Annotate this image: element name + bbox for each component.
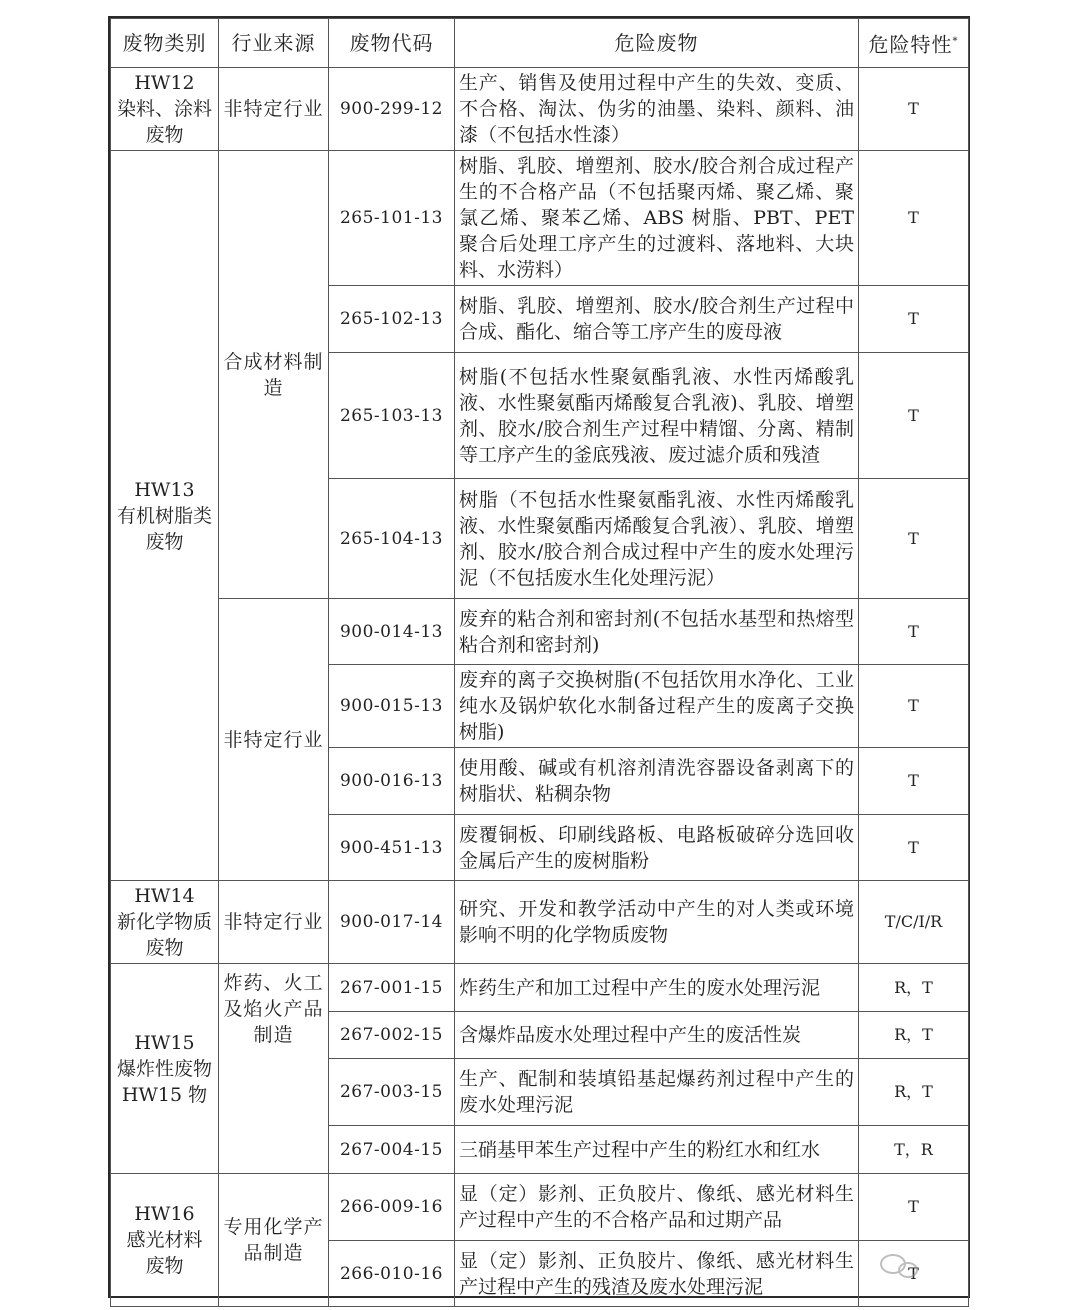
table-row xyxy=(111,68,969,151)
waste-code: 266-009-16 xyxy=(329,1174,455,1241)
category-name-line2: 废物 xyxy=(145,124,184,146)
wechat-watermark xyxy=(880,1244,960,1284)
category-cell-hw16 xyxy=(111,1174,219,1307)
header-code: 废物代码 xyxy=(329,19,455,68)
waste-code: 900-451-13 xyxy=(329,815,455,881)
waste-code: 900-299-12 xyxy=(329,68,455,151)
header-property-label: 危险特性 xyxy=(868,32,953,57)
industry-cell: 专用化学产品制造 xyxy=(219,1174,329,1307)
hazard-property: T xyxy=(859,748,969,815)
waste-description: 废覆铜板、印刷线路板、电路板破碎分选回收金属后产生的废树脂粉 xyxy=(455,815,859,881)
industry-cell: 非特定行业 xyxy=(219,881,329,964)
waste-description: 显（定）影剂、正负胶片、像纸、感光材料生产过程中产生的不合格产品和过期产品 xyxy=(455,1174,859,1241)
category-code: HW14 xyxy=(134,885,195,907)
hazard-property: T xyxy=(859,1174,969,1241)
category-code: HW15 xyxy=(134,1031,195,1054)
waste-code: 266-010-16 xyxy=(329,1241,455,1307)
hazard-property: T xyxy=(859,815,969,881)
waste-code: 900-014-13 xyxy=(329,599,455,665)
waste-description: 使用酸、碱或有机溶剂清洗容器设备剥离下的树脂状、粘稠杂物 xyxy=(455,748,859,815)
header-property xyxy=(859,19,969,68)
industry-cell: 合成材料制造 xyxy=(219,151,329,599)
header-industry: 行业来源 xyxy=(219,19,329,68)
waste-description: 废弃的离子交换树脂(不包括饮用水净化、工业纯水及锅炉软化水制备过程产生的废离子交换树脂) xyxy=(455,665,859,748)
category-cell-hw14 xyxy=(111,881,219,964)
hazard-property: T xyxy=(859,353,969,479)
waste-description: 含爆炸品废水处理过程中产生的废活性炭 xyxy=(455,1012,859,1059)
chat-bubble-icon xyxy=(880,1254,906,1274)
hazard-property: R，T xyxy=(859,964,969,1012)
category-cell-hw15 xyxy=(111,964,219,1174)
waste-code: 265-103-13 xyxy=(329,353,455,479)
industry-cell: 非特定行业 xyxy=(219,599,329,881)
table-row xyxy=(111,599,969,665)
waste-code: 265-102-13 xyxy=(329,286,455,353)
table-row xyxy=(111,964,969,1012)
category-name-line2: 废物 xyxy=(145,530,184,553)
table-row xyxy=(111,1174,969,1241)
waste-code: 900-017-14 xyxy=(329,881,455,964)
hazard-property: T xyxy=(859,599,969,665)
hazard-property: T，R xyxy=(859,1126,969,1174)
waste-code: 900-016-13 xyxy=(329,748,455,815)
category-name-line1: 染料、涂料 xyxy=(116,98,212,120)
waste-code: 267-002-15 xyxy=(329,1012,455,1059)
waste-code: 265-104-13 xyxy=(329,479,455,599)
table-row xyxy=(111,881,969,964)
waste-code: 900-015-13 xyxy=(329,665,455,748)
waste-description: 三硝基甲苯生产过程中产生的粉红水和红水 xyxy=(455,1126,859,1174)
hazard-property: R，T xyxy=(859,1012,969,1059)
waste-description: 树脂、乳胶、增塑剂、胶水/胶合剂合成过程产生的不合格产品（不包括聚丙烯、聚乙烯、聚氯乙烯、聚苯乙烯、ABS 树脂、PBT、PET 聚合后处理工序产生的过渡料、落地料、大块料、水涝料） xyxy=(455,151,859,286)
waste-description: 树脂(不包括水性聚氨酯乳液、水性丙烯酸乳液、水性聚氨酯丙烯酸复合乳液)、乳胶、增塑剂、胶水/胶合剂生产过程中精馏、分离、精制等工序产生的釜底残液、废过滤介质和残渣 xyxy=(455,353,859,479)
waste-description: 显（定）影剂、正负胶片、像纸、感光材料生产过程中产生的残渣及废水处理污泥 xyxy=(455,1241,859,1307)
category-name-line1: 爆炸性废物 xyxy=(116,1057,212,1080)
category-name-line2: 废物 xyxy=(145,1255,184,1277)
hazard-property: T/C/I/R xyxy=(859,881,969,964)
category-name-line1: 有机树脂类 xyxy=(116,504,212,527)
header-row xyxy=(111,19,969,68)
waste-code: 267-001-15 xyxy=(329,964,455,1012)
waste-code: 267-003-15 xyxy=(329,1059,455,1126)
category-name-line2: 废物 xyxy=(145,937,184,959)
hazardous-waste-table xyxy=(108,16,970,1298)
category-cell-hw12 xyxy=(111,68,219,151)
category-cell-hw13 xyxy=(111,151,219,881)
header-property-mark: * xyxy=(952,35,959,47)
waste-description: 生产、销售及使用过程中产生的失效、变质、不合格、淘汰、伪劣的油墨、染料、颜料、油漆（不包括水性漆） xyxy=(455,68,859,151)
hazard-property: T xyxy=(859,151,969,286)
category-name-line2: HW15 物 xyxy=(121,1083,208,1106)
waste-description: 树脂、乳胶、增塑剂、胶水/胶合剂生产过程中合成、酯化、缩合等工序产生的废母液 xyxy=(455,286,859,353)
waste-description: 炸药生产和加工过程中产生的废水处理污泥 xyxy=(455,964,859,1012)
industry-cell: 炸药、火工及焰火产品制造 xyxy=(219,964,329,1174)
waste-description: 研究、开发和教学活动中产生的对人类或环境影响不明的化学物质废物 xyxy=(455,881,859,964)
header-waste: 危险废物 xyxy=(455,19,859,68)
hazard-property: T xyxy=(859,1241,969,1307)
table-row xyxy=(111,151,969,286)
category-code: HW12 xyxy=(134,72,195,94)
waste-description: 生产、配制和装填铅基起爆药剂过程中产生的废水处理污泥 xyxy=(455,1059,859,1126)
waste-description: 废弃的粘合剂和密封剂(不包括水基型和热熔型粘合剂和密封剂) xyxy=(455,599,859,665)
hazard-property: R，T xyxy=(859,1059,969,1126)
waste-code: 267-004-15 xyxy=(329,1126,455,1174)
hazard-property: T xyxy=(859,479,969,599)
category-name-line1: 感光材料 xyxy=(126,1229,203,1251)
hazard-property: T xyxy=(859,286,969,353)
hazard-property: T xyxy=(859,68,969,151)
industry-cell: 非特定行业 xyxy=(219,68,329,151)
category-code: HW13 xyxy=(134,478,195,501)
waste-description: 树脂（不包括水性聚氨酯乳液、水性丙烯酸乳液、水性聚氨酯丙烯酸复合乳液）、乳胶、增塑剂、胶水/胶合剂合成过程中产生的废水处理污泥（不包括废水生化处理污泥） xyxy=(455,479,859,599)
header-category: 废物类别 xyxy=(111,19,219,68)
waste-code: 265-101-13 xyxy=(329,151,455,286)
category-code: HW16 xyxy=(134,1203,195,1225)
category-name-line1: 新化学物质 xyxy=(116,911,212,933)
hazard-property: T xyxy=(859,665,969,748)
